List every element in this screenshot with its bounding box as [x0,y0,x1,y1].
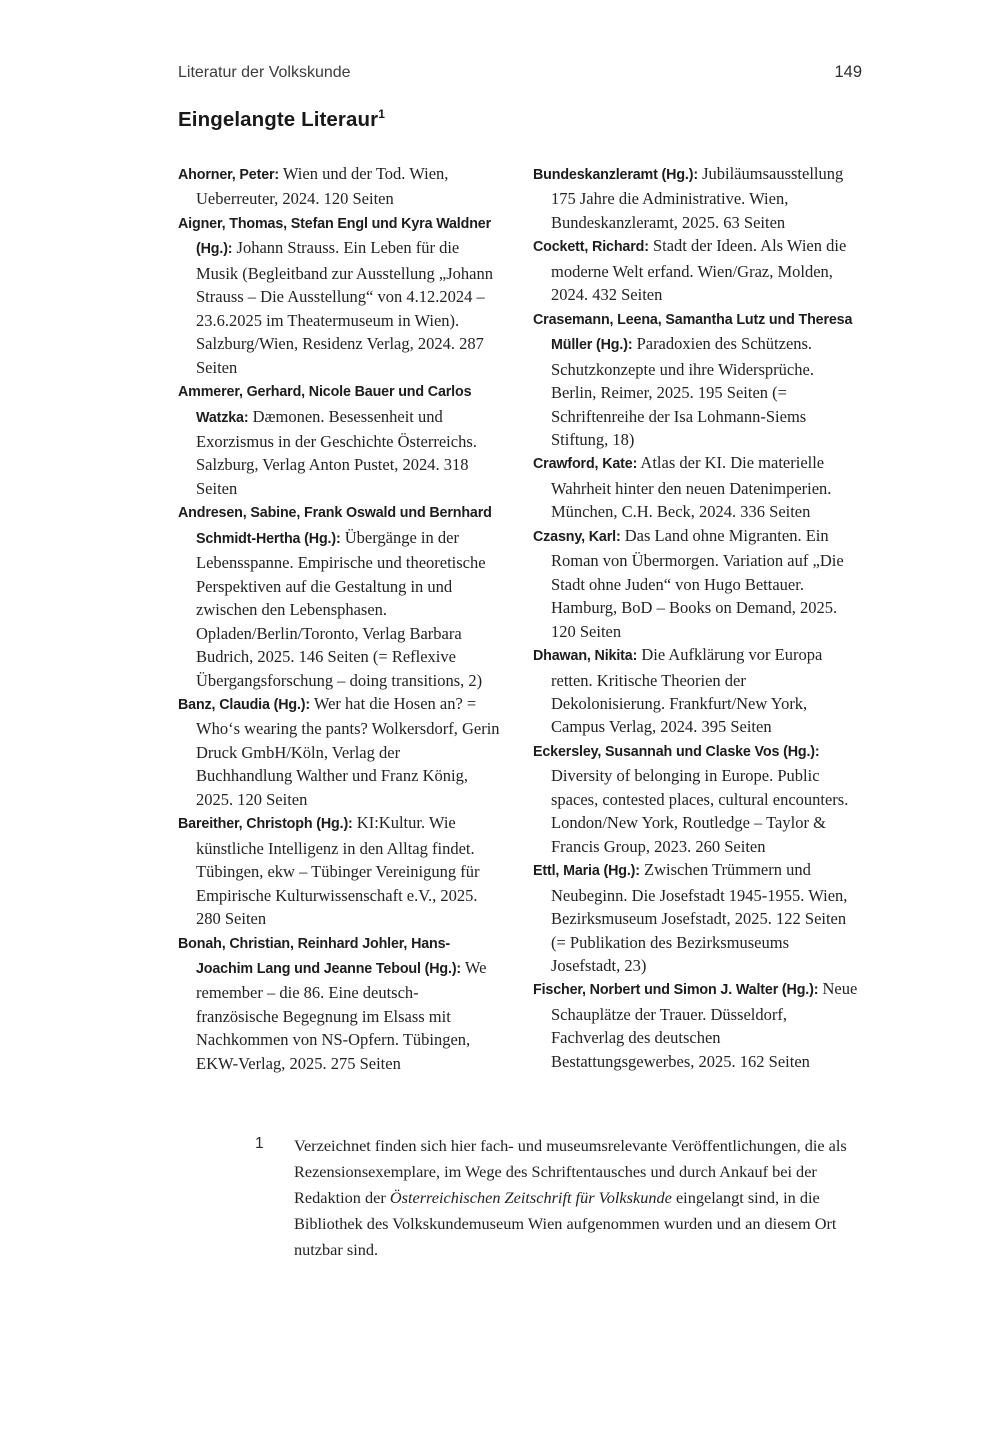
entry-author: Ammerer, Gerhard, Nicole Bauer und Carlos Watzka: [178,384,472,426]
bibliography-entry [178,811,500,930]
bibliography-entry [178,500,500,692]
page-title [178,108,862,132]
page-content [178,0,862,1263]
entry-text: KI:Kultur. Wie künstliche Intelligenz in den Alltag findet. Tübingen, ekw – Tübinger Vereinigung für Empirische Kulturwissenschaft e.V., 2025. 280 Seiten [196,813,480,929]
entry-author: Crasemann, Leena, Samantha Lutz und Theresa Müller (Hg.): [533,311,853,354]
entry-text: Johann Strauss. Ein Leben für die Musik (Begleitband zur Ausstellung „Johann Strauss – Die Ausstellung“ von 4.12.2024 – 23.6.2025 im Theatermuseum in Wien). Salzburg/Wien, Residenz Verlag, 2024. 287 Seiten [196,238,493,377]
bibliography-entry [178,379,500,500]
bibliography-entry [178,162,500,211]
entry-text: Zwischen Trümmern und Neubeginn. Die Josefstadt 1945-1955. Wien, Bezirksmuseum Josefstadt, 2025. 122 Seiten (= Publikation des Bezirksmuseums Josefstadt, 23) [551,860,848,975]
bibliography-entry [178,692,500,811]
bibliography-entry [533,739,862,858]
entry-author: Czasny, Karl: [533,528,621,545]
bibliography-entry [533,234,862,306]
entry-text: Neue Schauplätze der Trauer. Düsseldorf, Fachverlag des deutschen Bestattungsgewerbes, 2025. 162 Seiten [551,979,858,1071]
bibliography-column-right [533,162,862,1075]
entry-text: Übergänge in der Lebensspanne. Empirische und theoretische Perspektiven auf die Gestaltung in und zwischen den Lebensphasen. Opladen/Berlin/Toronto, Verlag Barbara Budrich, 2025. 146 Seiten (= Reflexive Übergangsforschung – doing transitions, 2) [196,527,486,690]
bibliography-entry [533,162,862,234]
entry-author: Ahorner, Peter: [178,167,280,183]
entry-text: Wien und der Tod. Wien, Ueberreuter, 2024. 120 Seiten [196,164,449,209]
footnote [255,1133,862,1263]
entry-text: Die Aufklärung vor Europa retten. Kritische Theorien der Dekolonisierung. Frankfurt/New York, Campus Verlag, 2024. 395 Seiten [551,645,823,737]
bibliography-entry [533,524,862,643]
bibliography-entry [178,931,500,1076]
entry-text: Stadt der Ideen. Als Wien die moderne Welt erfand. Wien/Graz, Molden, 2024. 432 Seiten [551,236,847,305]
entry-text: Paradoxien des Schützens. Schutzkonzepte und ihre Widersprüche. Berlin, Reimer, 2025. 195 Seiten (= Schriftenreihe der Isa Lohmann-Siems Stiftung, 18) [551,334,814,449]
entry-text: Atlas der KI. Die materielle Wahrheit hinter den neuen Datenimperien. München, C.H. Beck, 2024. 336 Seiten [551,453,832,522]
entry-author: Crawford, Kate: [533,456,638,473]
footnote-text-before: Verzeichnet finden sich hier fach- und museumsrelevante Veröffentlichungen, die als Rezensionsexemplare, im Wege des Schriftentausches und durch Ankauf bei der Redaktion der [294,1136,847,1208]
bibliography-entry [533,643,862,739]
bibliography-entry [178,211,500,379]
entry-author: Bareither, Christoph (Hg.): [178,816,353,833]
title-footnote-marker: 1 [378,107,385,122]
entry-text: Diversity of belonging in Europe. Public spaces, contested places, cultural encounters. London/New York, Routledge – Taylor & Francis Group, 2023. 260 Seiten [551,766,849,856]
running-title: Literatur der Volkskunde [178,64,351,81]
entry-author: Aigner, Thomas, Stefan Engl und Kyra Waldner (Hg.): [178,215,492,258]
entry-text: Das Land ohne Migranten. Ein Roman von Übermorgen. Variation auf „Die Stadt ohne Juden“ von Hugo Bettauer. Hamburg, BoD – Books on Demand, 2025. 120 Seiten [551,525,844,641]
entry-author: Eckersley, Susannah und Claske Vos (Hg.): [533,743,820,760]
entry-text: We remember – die 86. Eine deutsch-französische Begegnung im Elsass mit Nachkommen von NS-Opfern. Tübingen, EKW-Verlag, 2025. 275 Seiten [196,957,487,1073]
page-title-text: Eingelangte Literaur [178,108,379,131]
footnote-text [294,1133,860,1263]
entry-author: Dhawan, Nikita: [533,648,638,665]
entry-text: Jubiläumsausstellung 175 Jahre die Administrative. Wien, Bundeskanzleramt, 2025. 63 Seiten [551,164,844,232]
entry-author: Bundeskanzleramt (Hg.): [533,167,698,183]
entry-author: Andresen, Sabine, Frank Oswald und Bernhard Schmidt-Hertha (Hg.): [178,505,492,547]
running-header [178,63,862,82]
bibliography-column-left [178,162,500,1075]
entry-text: Wer hat die Hosen an? = Who‘s wearing the pants? Wolkersdorf, Gerin Druck GmbH/Köln, Verlag der Buchhandlung Walther und Franz König, 2025. 120 Seiten [196,693,500,809]
entry-text: Dæmonen. Besessenheit und Exorzismus in der Geschichte Österreichs. Salzburg, Verlag Anton Pustet, 2024. 318 Seiten [196,406,477,498]
bibliography-entry [533,977,862,1073]
footnote-journal-title: Österreichischen Zeitschrift für Volkskunde [389,1188,672,1208]
page-number: 149 [834,63,862,81]
bibliography-entry [533,451,862,523]
entry-author: Cockett, Richard: [533,239,649,256]
bibliography-entry [533,307,862,452]
bibliography-entry [533,858,862,977]
footnote-number: 1 [255,1135,264,1153]
footnote-text-after: eingelangt sind, in die Bibliothek des Volkskundemuseum Wien aufgenommen wurden und an diesem Ort nutzbar sind. [294,1188,837,1260]
entry-author: Fischer, Norbert und Simon J. Walter (Hg.): [533,982,819,999]
entry-author: Ettl, Maria (Hg.): [533,863,640,880]
bibliography-columns [178,162,862,1075]
entry-author: Bonah, Christian, Reinhard Johler, Hans-Joachim Lang und Jeanne Teboul (Hg.): [178,935,462,977]
entry-author: Banz, Claudia (Hg.): [178,696,311,713]
